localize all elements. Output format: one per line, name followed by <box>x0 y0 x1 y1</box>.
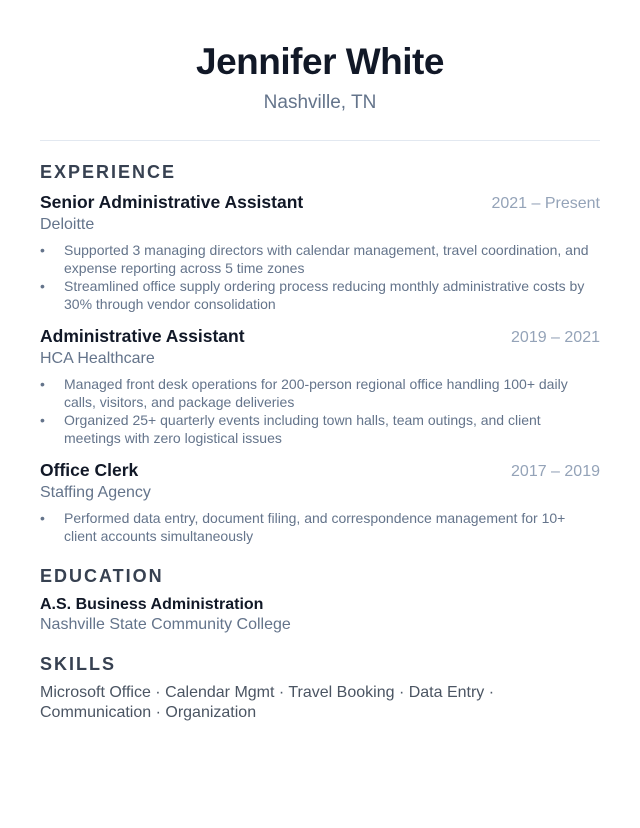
bullet-dot: • <box>40 412 45 428</box>
bullet-dot: • <box>40 376 45 392</box>
job-title: Office Clerk <box>40 460 139 480</box>
candidate-name: Jennifer White <box>196 41 444 82</box>
candidate-location: Nashville, TN <box>263 92 377 113</box>
job-bullet <box>40 375 600 411</box>
experience-heading: EXPERIENCE <box>40 162 177 182</box>
experience-section <box>40 161 600 545</box>
skills-list: Microsoft Office · Calendar Mgmt · Travel Booking · Data Entry · Communication · Organization <box>40 684 495 721</box>
bullet-dot: • <box>40 278 45 294</box>
education-section <box>40 565 600 635</box>
degree-title: A.S. Business Administration <box>40 596 264 613</box>
skills-section <box>40 653 600 723</box>
job-bullet <box>40 277 600 313</box>
job-title: Senior Administrative Assistant <box>40 192 304 212</box>
resume-header <box>40 0 600 141</box>
job-bullet <box>40 509 600 545</box>
job-title: Administrative Assistant <box>40 326 245 346</box>
bullet-text: Organized 25+ quarterly events including town halls, team outings, and client meetings with zero logistical issues <box>64 412 541 446</box>
job-dates: 2019 – 2021 <box>511 329 600 346</box>
school-name: Nashville State Community College <box>40 616 291 633</box>
bullet-dot: • <box>40 242 45 258</box>
bullet-text: Managed front desk operations for 200-person regional office handling 100+ daily calls, visitors, and package deliveries <box>64 376 568 410</box>
bullet-text: Streamlined office supply ordering process reducing monthly administrative costs by 30% through vendor consolidation <box>64 278 585 312</box>
skills-heading: SKILLS <box>40 654 117 674</box>
job-dates: 2017 – 2019 <box>511 463 600 480</box>
bullet-text: Supported 3 managing directors with calendar management, travel coordination, and expense reporting across 5 time zones <box>64 242 589 276</box>
job-company: HCA Healthcare <box>40 350 155 367</box>
job-bullets <box>40 375 600 447</box>
bullet-text: Performed data entry, document filing, and correspondence management for 10+ client accounts simultaneously <box>64 510 566 544</box>
job-entry <box>40 459 600 545</box>
job-dates: 2021 – Present <box>491 195 600 212</box>
job-bullets <box>40 241 600 313</box>
job-company: Deloitte <box>40 216 95 233</box>
job-entry <box>40 325 600 447</box>
job-company: Staffing Agency <box>40 484 151 501</box>
job-bullet <box>40 411 600 447</box>
job-bullets <box>40 509 600 545</box>
job-entry <box>40 191 600 313</box>
bullet-dot: • <box>40 510 45 526</box>
education-heading: EDUCATION <box>40 566 164 586</box>
job-bullet <box>40 241 600 277</box>
